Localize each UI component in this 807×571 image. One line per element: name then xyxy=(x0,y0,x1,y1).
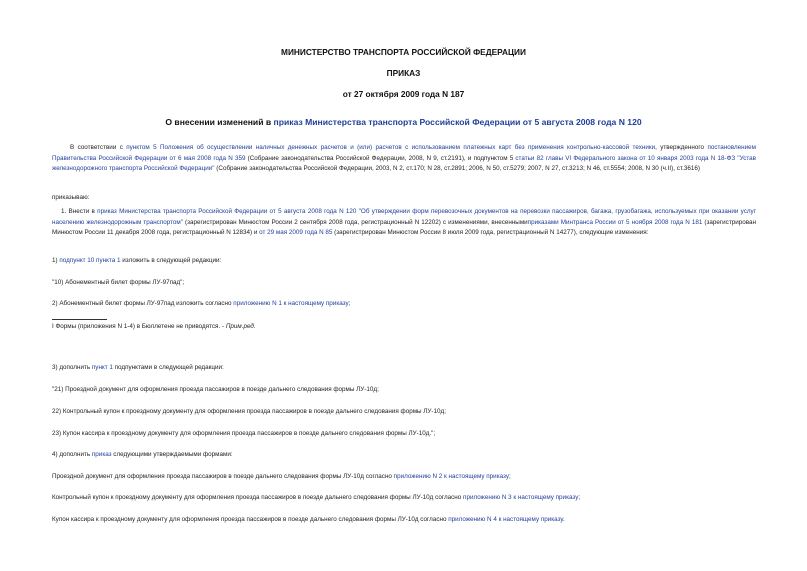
subitem-4-text-2: следующими утверждаемыми формами: xyxy=(111,451,233,458)
form-item-2-link[interactable]: приложению N 3 к настоящему приказу xyxy=(463,494,579,501)
item-1-link-2[interactable]: приказами Минтранса России от 5 ноября 2008 года N 181 xyxy=(527,218,703,226)
item-1-text-3: (зарегистрирован Минюстом России 11 декабря 2008 года, регистрационный N 12834) и xyxy=(52,218,756,236)
intro-link-1[interactable]: пунктом 5 Положения об осуществлении наличных денежных расчетов и (или) расчетов с использованием платежных карт без применения контрольно-кассовой техники xyxy=(126,144,656,151)
form-item-1-text-1: Проездной документ для оформления проезда пассажиров в поезде дальнего следования формы ЛУ-10д согласно xyxy=(52,473,394,480)
footnote-italic: Прим.ред. xyxy=(225,323,256,330)
form-item-3-text-2: . xyxy=(562,516,565,523)
footnote-text: Формы (приложения N 1-4) в Бюллетене не приводятся. - xyxy=(53,323,226,330)
intro-text-1: В соответствии с xyxy=(70,144,127,151)
form-item-3 xyxy=(52,515,756,526)
form-item-1-text-2: ; xyxy=(509,473,511,480)
form-item-1-link[interactable]: приложению N 2 к настоящему приказу xyxy=(393,473,509,480)
subitem-2-text-2: ; xyxy=(348,300,351,307)
footnote-divider xyxy=(52,319,107,320)
title-text: О внесении изменений в xyxy=(165,117,274,127)
quote-10: "10) Абонементный билет формы ЛУ-97пад"; xyxy=(52,279,185,286)
date-number-heading: от 27 октября 2009 года N 187 xyxy=(342,89,465,99)
item-1-text-4: (зарегистрирован Минюстом России 8 июля 2009 года, регистрационный N 14277), следующие изменения: xyxy=(332,229,649,236)
subitem-1 xyxy=(52,256,756,267)
intro-text-3: (Собрание законодательства Российской Федерации, 2008, N 9, ст.2191), и подпунктом 5 xyxy=(245,154,516,162)
subitem-1-text-1: 1) xyxy=(52,257,60,264)
subitem-1-link[interactable]: подпункт 10 пункта 1 xyxy=(59,257,121,264)
doc-type-heading: ПРИКАЗ xyxy=(386,68,421,78)
subitem-2-link[interactable]: приложению N 1 к настоящему приказу xyxy=(233,300,349,307)
item-1-paragraph xyxy=(52,207,756,239)
quote-23: 23) Купон кассира к проездному документу для оформления проезда пассажиров в поезде дальнего следования формы ЛУ-10д."; xyxy=(52,430,436,437)
form-item-1 xyxy=(52,472,756,483)
intro-text-2: , утвержденного xyxy=(655,144,708,151)
intro-text-4: (Собрание законодательства Российской Федерации, 2003, N 2, ст.170; N 28, ст.2891; 2006, N 50, ст.5279; 2007, N 27, ст.3213; N 46, ст.5554; 2008, N 30 (ч.II), ст.3616) xyxy=(214,165,700,172)
title-link[interactable]: приказ Министерства транспорта Российской Федерации от 5 августа 2008 года N 120 xyxy=(273,117,642,127)
subitem-4 xyxy=(52,450,756,461)
order-word: приказываю: xyxy=(52,194,90,201)
form-item-2-text-2: ; xyxy=(578,494,581,501)
footnote xyxy=(52,322,756,333)
quote-21: "21) Проездной документ для оформления проезда пассажиров в поезде дальнего следования формы ЛУ-10д; xyxy=(52,386,379,393)
intro-paragraph xyxy=(52,143,756,175)
ministry-heading: МИНИСТЕРСТВО ТРАНСПОРТА РОССИЙСКОЙ ФЕДЕРАЦИИ xyxy=(281,47,526,57)
intro-link-2[interactable]: постановлением Правительства Российской Федерации от 6 мая 2008 года N 359 xyxy=(52,144,756,162)
form-item-2-text-1: Контрольный купон к проездному документу для оформления проезда пассажиров в поезде дальнего следования формы ЛУ-10д согласно xyxy=(52,494,464,501)
subitem-2 xyxy=(52,299,756,310)
subitem-1-text-2: изложить в следующей редакции: xyxy=(120,257,222,264)
subitem-3-text-2: подпунктами в следующей редакции: xyxy=(112,364,224,371)
subitem-3-link[interactable]: пункт 1 xyxy=(91,364,113,371)
form-item-2 xyxy=(52,493,756,504)
item-1-link-1[interactable]: приказ Министерства транспорта Российской Федерации от 5 августа 2008 года N 120 "Об утверждении форм перевозочных документов на перевозки пассажиров, багажа, грузобагажа, используемых при оказании услуг населению железнодорожным транспортом" xyxy=(52,208,757,226)
subitem-3-text-1: 3) дополнить xyxy=(52,364,92,371)
footnote-mark: I xyxy=(52,323,54,330)
form-item-3-link[interactable]: приложению N 4 к настоящему приказу xyxy=(448,516,563,523)
subitem-4-link[interactable]: приказ xyxy=(91,451,112,458)
item-1-link-3[interactable]: от 29 мая 2009 года N 85 xyxy=(259,229,333,236)
intro-link-3[interactable]: статьи 82 главы VI Федерального закона от 10 января 2003 года N 18-ФЗ "Устав железнодорожного транспорта Российской Федерации" xyxy=(52,154,756,172)
subitem-4-text-1: 4) дополнить xyxy=(52,451,92,458)
quote-22: 22) Контрольный купон к проездному документу для оформления проезда пассажиров в поезде дальнего следования формы ЛУ-10д; xyxy=(52,408,446,415)
form-item-3-text-1: Купон кассира к проездному документу для оформления проезда пассажиров в поезде дальнего следования формы ЛУ-10д согласно xyxy=(52,516,449,523)
document-title xyxy=(0,117,807,127)
subitem-2-text-1: 2) Абонементный билет формы ЛУ-97пад изложить согласно xyxy=(52,300,234,307)
item-1-text-1: 1. Внести в xyxy=(61,208,98,215)
item-1-text-2: (зарегистрирован Минюстом России 2 сентября 2008 года, регистрационный N 12202) с изменениями, внесенными xyxy=(182,218,528,226)
subitem-3 xyxy=(52,363,756,374)
